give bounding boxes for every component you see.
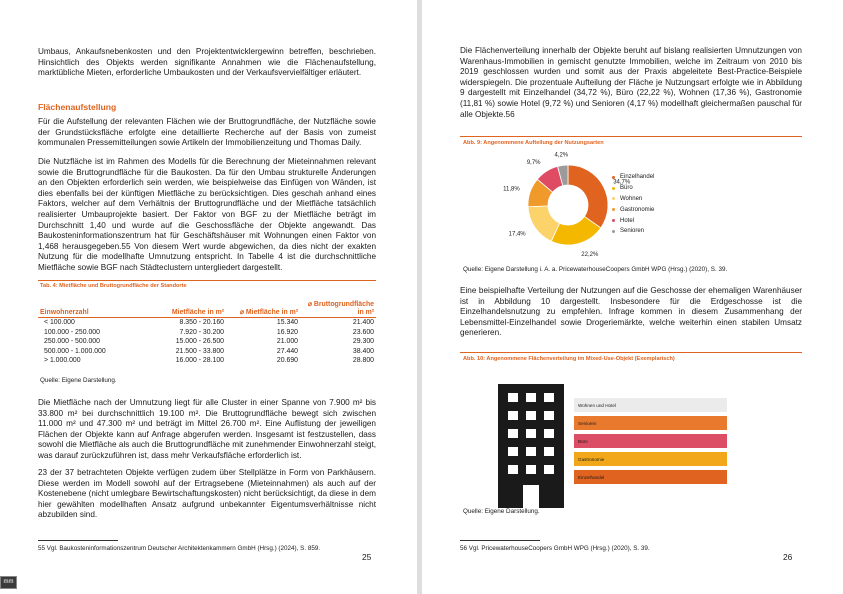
table-cell: > 1.000.000 bbox=[44, 357, 81, 365]
table-cell: 7.920 - 30.200 bbox=[179, 328, 224, 336]
chart-legend bbox=[612, 172, 654, 237]
legend-item bbox=[612, 204, 654, 215]
page-number: 26 bbox=[783, 552, 793, 562]
paragraph: 23 der 37 betrachteten Objekte verfügen zudem über Stellplätze in Form von Parkhäusern. Diese werden im Modell sowohl auf der Ertragsebene (Mieteinnahmen) als auch auf der Kostenebene (nicht umlegbare Bewirtschaftungskosten) nicht berücksichtigt, da diese in dem hier gewählten modellhaften Ansatz aufgrund unbekannter Eigentumsverhältnisse nicht abzubilden sind. bbox=[38, 468, 376, 520]
floor-bar-label: Einzelhandel bbox=[578, 474, 605, 480]
floor-bar-label: Büro bbox=[578, 438, 588, 444]
table-cell: 8.350 - 20.160 bbox=[179, 319, 224, 326]
legend-item bbox=[612, 215, 654, 226]
paragraph: Die Flächenverteilung innerhalb der Objekte beruht auf bislang realisierten Umnutzungen von Warenhaus-Immobilien in gemischt genutzte Immobilien, welche im Zeitraum von 2010 bis 2019 geschlossen wurden und somit aus der Praxis abgeleitete Best-Practice-Beispiele widerspiegeln. Die prozentuale Aufteilung der Fläche je Nutzungsart erfolgte wie in Abbildung 9 dargestellt mit Einzelhandel (34,72 %), Büro (22,22 %), Wohnen (17,36 %), Gastronomie (11,81 %) sowie Hotel (9,72 %) und Senioren (4,17 %) modellhaft gleichermaßen pauschal für alle Objekte.56 bbox=[460, 46, 802, 119]
legend-swatch bbox=[612, 219, 615, 222]
donut-data-label: 34,7% bbox=[613, 179, 631, 186]
table-row bbox=[38, 356, 376, 366]
legend-label: Gastronomie bbox=[620, 206, 655, 213]
table-header: ⌀ Mietfläche in m² bbox=[239, 309, 298, 316]
legend-item bbox=[612, 226, 654, 237]
floor-bar-senioren bbox=[574, 416, 727, 430]
table-header-row bbox=[38, 301, 376, 318]
section-heading: Flächenaufstellung bbox=[38, 102, 117, 112]
table-cell: 250.000 - 500.000 bbox=[44, 338, 100, 346]
table-source: Quelle: Eigene Darstellung. bbox=[40, 377, 117, 384]
table-4 bbox=[38, 301, 376, 366]
donut-data-label: 11,8% bbox=[503, 186, 520, 193]
footnote: 55 Vgl. Baukosteninformationszentrum Deutscher Architektenkammern GmbH (Hrsg.) (2024), S. 859. bbox=[38, 545, 321, 552]
table-header: Einwohnerzahl bbox=[40, 309, 89, 316]
table-cell: 21.400 bbox=[352, 319, 374, 326]
table-cell: 100.000 - 250.000 bbox=[44, 328, 100, 336]
legend-swatch bbox=[612, 176, 615, 179]
table-cell: 16.000 - 28.100 bbox=[175, 357, 224, 365]
legend-item bbox=[612, 183, 654, 194]
building-icon bbox=[498, 384, 564, 508]
figure-top-rule bbox=[460, 136, 802, 137]
figure-top-rule bbox=[460, 352, 802, 353]
legend-label: Senioren bbox=[620, 228, 645, 235]
table-top-rule bbox=[38, 280, 376, 281]
donut-data-label: 4,2% bbox=[554, 152, 569, 159]
floor-bar-label: Senioren bbox=[578, 420, 597, 426]
paragraph: Für die Aufstellung der relevanten Flächen wie der Bruttogrundfläche, der Nutzfläche sowie der Grundstücksfläche erfolgte eine detaillierte Recherche auf der Basis von zumeist kommunalen Pressemitteilungen sowie Artikeln der Immobilienzeitung und Thomas Daily. bbox=[38, 117, 376, 148]
legend-label: Büro bbox=[620, 185, 633, 192]
table-cell: 23.600 bbox=[352, 328, 374, 336]
floor-bar-label: Gastronomie bbox=[578, 456, 605, 462]
table-cell: 27.440 bbox=[276, 347, 298, 355]
floor-bar-gastronomie bbox=[574, 452, 727, 466]
floor-bar-label: Wohnen und Hotel bbox=[578, 402, 616, 408]
figure-caption: Abb. 10: Angenommene Flächenverteilung im Mixed-Use-Objekt (Exemplarisch) bbox=[463, 356, 675, 362]
zoom-unit-tag[interactable]: mm bbox=[0, 576, 17, 589]
table-row bbox=[38, 328, 376, 338]
document-page-right bbox=[422, 0, 843, 594]
figure-source: Quelle: Eigene Darstellung. bbox=[463, 508, 540, 515]
donut-data-label: 22,2% bbox=[581, 252, 599, 259]
table-row bbox=[38, 337, 376, 347]
floor-bar-einzelhandel bbox=[574, 470, 727, 484]
footnote: 56 Vgl. PricewaterhouseCoopers GmbH WPG (Hrsg.) (2020), S. 39. bbox=[460, 545, 650, 552]
table-cell: 21.500 - 33.800 bbox=[175, 347, 224, 355]
table-cell: 28.800 bbox=[352, 357, 374, 365]
table-cell: < 100.000 bbox=[44, 319, 75, 326]
table-cell: 16.920 bbox=[276, 328, 298, 336]
legend-swatch bbox=[612, 208, 615, 211]
figure-source: Quelle: Eigene Darstellung i. A. a. PricewaterhouseCoopers GmbH WPG (Hrsg.) (2020), S. 39. bbox=[463, 266, 728, 273]
legend-swatch bbox=[612, 230, 615, 233]
legend-label: Einzelhandel bbox=[620, 174, 655, 181]
donut-data-label: 9,7% bbox=[526, 160, 541, 167]
table-cell: 29.300 bbox=[352, 338, 374, 346]
footnote-rule bbox=[38, 540, 118, 541]
footnote-rule bbox=[460, 540, 540, 541]
legend-item bbox=[612, 172, 655, 186]
table-header: ⌀ Bruttogrundfläche in m² bbox=[307, 301, 374, 316]
donut-data-label: 17,4% bbox=[508, 231, 526, 238]
table-cell: 15.340 bbox=[276, 319, 298, 326]
table-header: Mietfläche in m² bbox=[171, 309, 224, 316]
table-cell: 20.690 bbox=[276, 357, 298, 365]
table-cell: 21.000 bbox=[276, 338, 298, 346]
page-number: 25 bbox=[362, 552, 372, 562]
legend-item bbox=[612, 194, 654, 205]
paragraph: Eine beispielhafte Verteilung der Nutzungen auf die Geschosse der ehemaligen Warenhäuser ist in Abbildung 10 dargestellt. Insbesondere für die Erdgeschosse ist die Einzelhandelsnutzung zu empfehlen. Infrage kommen in diesem Zusammenhang der Lebensmittel-Einzelhandel sowie Drogeriemärkte, welche weiterhin einen stabilen Umsatz generieren. bbox=[460, 286, 802, 338]
table-cell: 38.400 bbox=[352, 347, 374, 355]
table-cell: 15.000 - 26.500 bbox=[175, 338, 224, 346]
paragraph: Die Mietfläche nach der Umnutzung liegt für alle Cluster in einer Spanne von 7.900 m² bis 33.800 m² bei durchschnittlich 19.100 m². Die Bruttogrundfläche bewegt sich zwischen 11.000 m² und 47.300 m² und beträgt im Mittel 26.700 m². Eine Auflistung der jeweiligen Flächen der Objekte kann auf Anfrage abgerufen werden. Insgesamt ist festzustellen, dass sowohl die Mietfläche als auch die Bruttogrundfläche mit zunehmender Einwohnerzahl steigt, was darauf zurückzuführen ist, dass mehr Verkaufsfläche erforderlich ist. bbox=[38, 398, 376, 460]
paragraph: Umbaus, Ankaufsnebenkosten und den Projektentwicklergewinn betreffen, beschrieben. Hinsichtlich des Objekts werden signifikante Annahmen wie die Flächenaufstellung, marktübliche Mieten, erforderliche Umbaukosten und der Verkaufsvervielfältiger erläutert. bbox=[38, 47, 376, 78]
legend-label: Hotel bbox=[620, 217, 635, 224]
figure-caption: Abb. 9: Angenommene Aufteilung der Nutzungsarten bbox=[463, 140, 604, 146]
floor-bar-wohnen-hotel bbox=[574, 398, 727, 412]
paragraph: Die Nutzfläche ist im Rahmen des Modells für die Berechnung der Mieteinnahmen relevant sowie die Bruttogrundfläche für die Baukosten. Da für den Umbau strukturelle Änderungen an den Objekten erforderlich sein werden, wie beispielweise das Einfügen von Wänden, ist dies ebenfalls bei der künftigen Mietfläche zu berücksichtigen. Dies geschah anhand eines Faktors, welcher auf dem Verhältnis der Bruttogrundfläche und der Mietfläche tatsächlich realisierter Umbauprojekte basiert. Der Faktor von BGF zu der Mietfläche beträgt im Durchschnitt 1,40 und wurde auf die Geschossfläche der Objekte angewandt. Das Baukosteninformationszentrum hat für Geschäftshäuser mit Wohnungen einen Faktor von 1,468 herausgegeben.55 Von diesem Wert wurde abgewichen, da dies nicht der exakten Nutzung für die modellhafte Umnutzung entspricht. In Tabelle 4 ist die durchschnittliche Mietfläche sowie BGF nach Städteclustern untergliedert dargestellt. bbox=[38, 157, 376, 272]
table-cell: 500.000 - 1.000.000 bbox=[44, 347, 106, 355]
table-caption: Tab. 4: Mietfläche und Bruttogrundfläche der Standorte bbox=[40, 283, 187, 289]
table-row bbox=[38, 318, 376, 328]
table-row bbox=[38, 347, 376, 357]
legend-swatch bbox=[612, 187, 615, 190]
document-page-left bbox=[0, 0, 417, 594]
legend-label: Wohnen bbox=[620, 195, 643, 202]
donut-slice-einzelhandel bbox=[568, 165, 608, 228]
legend-swatch bbox=[612, 197, 615, 200]
floor-bar-buero bbox=[574, 434, 727, 448]
